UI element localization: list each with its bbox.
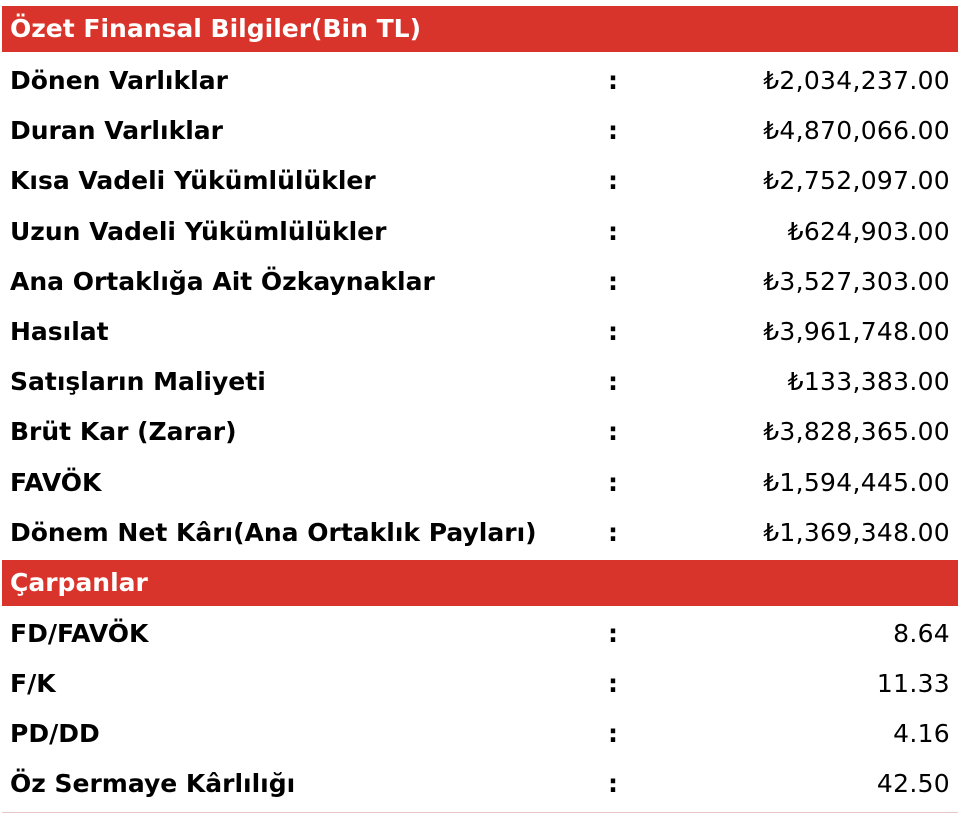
bottom-divider [2,812,958,813]
table-row [2,407,958,457]
row-value: ₺3,527,303.00 [763,266,950,296]
row-label: Dönem Net Kârı(Ana Ortaklık Payları) [10,517,537,547]
table-row [2,56,958,106]
row-label: Duran Varlıklar [10,116,223,146]
table-row [2,207,958,257]
row-label: F/K [10,669,56,699]
table-row [2,759,958,809]
row-label: Uzun Vadeli Yükümlülükler [10,216,387,246]
row-value: ₺4,870,066.00 [763,116,950,146]
row-value: 4.16 [893,719,950,749]
table-row [2,257,958,307]
section-header-financial-summary: Özet Finansal Bilgiler(Bin TL) [2,6,958,52]
row-value: ₺1,369,348.00 [763,517,950,547]
row-label: Satışların Maliyeti [10,367,266,397]
row-value: ₺2,752,097.00 [763,166,950,196]
table-row [2,106,958,156]
row-label: Ana Ortaklığa Ait Özkaynaklar [10,266,435,296]
row-separator: : [608,618,618,648]
row-separator: : [608,66,618,95]
row-value: ₺3,961,748.00 [763,316,950,346]
row-label: Öz Sermaye Kârlılığı [10,769,296,799]
table-row [2,458,958,508]
row-label: FD/FAVÖK [10,618,149,648]
row-separator: : [608,669,618,699]
row-separator: : [608,116,618,146]
financial-summary-table [2,6,958,813]
table-row [2,659,958,709]
row-label: Dönen Varlıklar [10,66,228,95]
row-separator: : [608,166,618,196]
row-separator: : [608,216,618,246]
row-separator: : [608,517,618,547]
row-value: ₺3,828,365.00 [763,417,950,447]
row-label: Kısa Vadeli Yükümlülükler [10,166,376,196]
row-value: ₺624,903.00 [787,216,950,246]
row-separator: : [608,769,618,799]
row-value: 11.33 [876,669,950,699]
table-row [2,307,958,357]
row-value: ₺133,383.00 [787,367,950,397]
row-separator: : [608,266,618,296]
row-label: PD/DD [10,719,100,749]
table-row [2,609,958,659]
row-value: ₺1,594,445.00 [763,467,950,497]
row-label: FAVÖK [10,467,102,497]
row-separator: : [608,467,618,497]
row-separator: : [608,367,618,397]
table-row [2,156,958,206]
table-row [2,357,958,407]
table-row [2,709,958,759]
section-header-multiples: Çarpanlar [2,560,958,606]
row-label: Hasılat [10,316,109,346]
row-separator: : [608,719,618,749]
row-label: Brüt Kar (Zarar) [10,417,237,447]
row-separator: : [608,417,618,447]
row-value: ₺2,034,237.00 [763,66,950,95]
table-row [2,508,958,558]
row-value: 8.64 [893,618,950,648]
row-value: 42.50 [876,769,950,799]
row-separator: : [608,316,618,346]
